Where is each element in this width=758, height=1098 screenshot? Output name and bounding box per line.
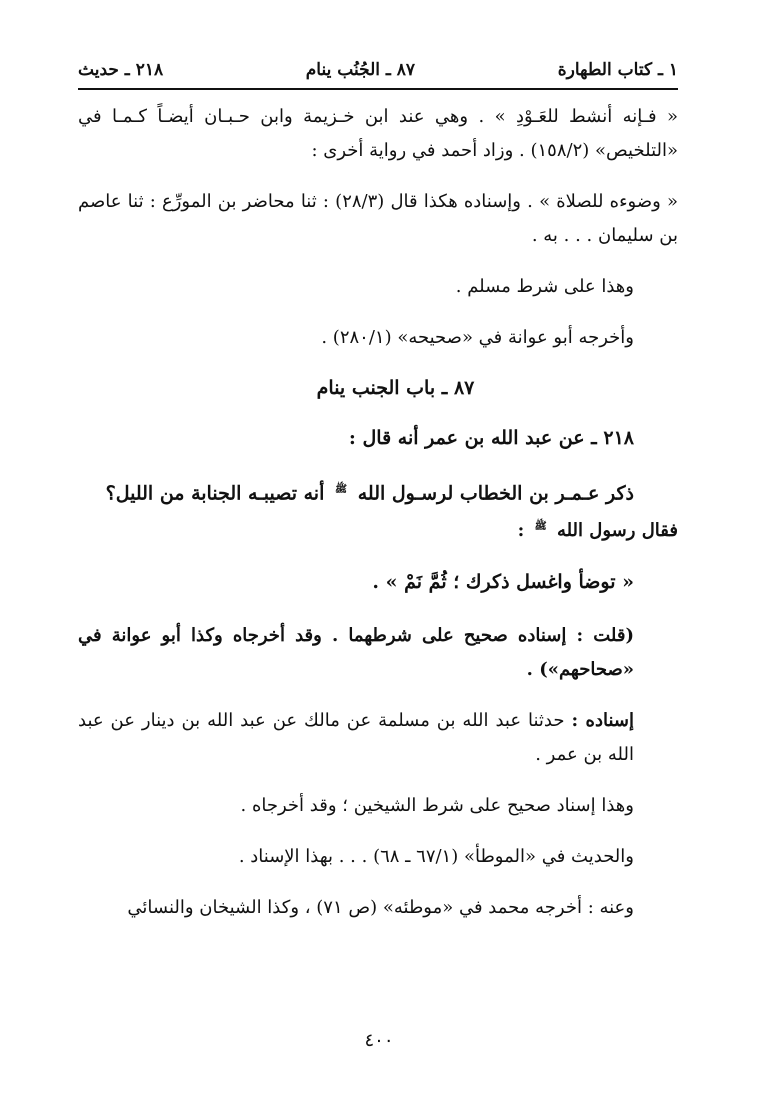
hadith-text-part-c: فقال رسول الله <box>556 520 678 542</box>
hadith-text-line-1 <box>78 473 678 510</box>
chapter-title: ٨٧ ـ باب الجنب ينام <box>316 377 475 399</box>
isnad-text: حدثنا عبد الله بن مسلمة عن مالك عن عبد الله بن دينار عن عبد الله بن عمر . <box>78 710 634 766</box>
hadith-text-part-b: أنه تصيبـه الجنابة من الليل؟ <box>105 482 325 505</box>
paragraph-11: والحديث في «الموطأ» (٦٧/١ ـ ٦٨) . . . بهذا الإسناد . <box>238 846 634 868</box>
paragraph-4: وأخرجه أبو عوانة في «صحيحه» (٢٨٠/١) . <box>321 327 634 348</box>
header-hadith-number: ٢١٨ ـ حديث <box>78 60 164 80</box>
header-book-title: ١ ـ كتاب الطهارة <box>557 60 678 80</box>
hadith-text-part-a: ذكر عـمـر بن الخطاب لرسـول الله <box>357 482 634 505</box>
honorific-symbol: ﷺ <box>335 484 348 495</box>
honorific-symbol-2: ﷺ <box>534 521 547 533</box>
paragraph-2: « وضوءه للصلاة » . وإسناده هكذا قال (٢٨/٣) : ثنا محاضر بن المورِّع : ثنا عاصم بن سليمان . . . به . <box>78 191 679 246</box>
header-chapter-title: ٨٧ ـ الجُنُب ينام <box>305 60 416 80</box>
hadith-heading: ٢١٨ ـ عن عبد الله بن عمر أنه قال : <box>348 427 634 449</box>
paragraph-10: وهذا إسناد صحيح على شرط الشيخين ؛ وقد أخرجاه . <box>240 795 634 817</box>
page-body <box>78 100 678 925</box>
running-header <box>78 55 678 85</box>
header-divider <box>78 88 678 90</box>
hadith-text-line-2 <box>78 510 678 548</box>
isnad-paragraph <box>78 704 678 772</box>
isnad-label: إسناده : <box>571 710 635 732</box>
author-note: (قلت : إسناده صحيح على شرطهما . وقد أخرجاه وكذا أبو عوانة في «صحاحهم») . <box>78 625 634 681</box>
paragraph-3: وهذا على شرط مسلم . <box>455 276 634 297</box>
page-number: ٤٠٠ <box>364 1030 394 1051</box>
prophet-quote: « توضأ واغسل ذكرك ؛ ثُمَّ نَمْ » . <box>372 571 634 594</box>
paragraph-12: وعنه : أخرجه محمد في «موطئه» (ص ٧١) ، وكذا الشيخان والنسائي <box>127 897 634 919</box>
hadith-text-colon: : <box>517 520 525 542</box>
paragraph-1: « فـإنه أنشط للعَـوْدِ » . وهي عند ابن خـزيمة وابن حـبـان أيضـاً كـمـا في «التلخيص» (١٥٨/٢) . وزاد أحمد في رواية أخرى : <box>78 106 678 161</box>
